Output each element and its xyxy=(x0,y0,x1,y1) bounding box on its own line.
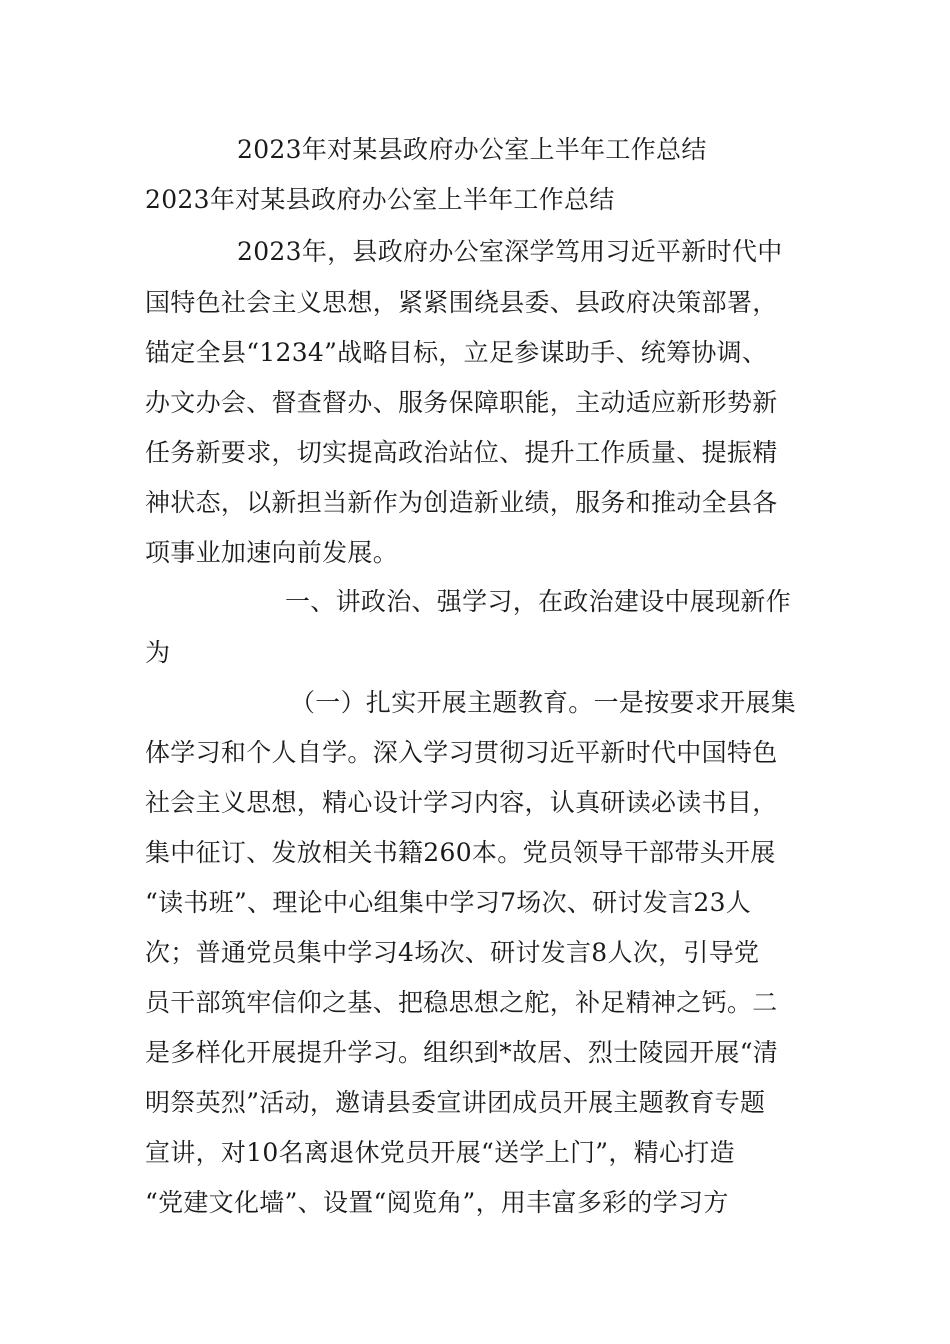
paragraph-line: 锚定全县“1234”战略目标，立足参谋助手、统筹协调、 xyxy=(145,338,768,367)
paragraph-line: 员干部筑牢信仰之基、把稳思想之舵，补足精神之钙。二 xyxy=(145,988,778,1017)
section-heading: 一、讲政治、强学习，在政治建设中展现新作 xyxy=(285,587,792,616)
paragraph-line: “党建文化墙”、设置“阅览角”，用丰富多彩的学习方 xyxy=(145,1188,729,1217)
document-subtitle: 2023年对某县政府办公室上半年工作总结 xyxy=(145,185,615,214)
paragraph-line: “读书班”、理论中心组集中学习7场次、研讨发言23人 xyxy=(145,888,752,917)
paragraph-line: 神状态，以新担当新作为创造新业绩，服务和推动全县各 xyxy=(145,488,778,517)
subsection-heading-line: （一）扎实开展主题教育。一是按要求开展集 xyxy=(290,688,797,717)
paragraph-line: 社会主义思想，精心设计学习内容，认真研读必读书目， xyxy=(145,788,778,817)
paragraph-line: 体学习和个人自学。深入学习贯彻习近平新时代中国特色 xyxy=(145,738,778,767)
section-heading-continued: 为 xyxy=(145,638,171,667)
paragraph-line: 是多样化开展提升学习。组织到*故居、烈士陵园开展“清 xyxy=(145,1038,779,1067)
paragraph-line: 任务新要求，切实提高政治站位、提升工作质量、提振精 xyxy=(145,438,778,467)
paragraph-line: 宣讲，对10名离退休党员开展“送学上门”，精心打造 xyxy=(145,1138,735,1167)
paragraph-line: 次；普通党员集中学习4场次、研讨发言8人次，引导党 xyxy=(145,938,760,967)
paragraph-line: 项事业加速向前发展。 xyxy=(145,538,399,567)
paragraph-line: 明祭英烈”活动，邀请县委宣讲团成员开展主题教育专题 xyxy=(145,1088,766,1117)
paragraph-line: 国特色社会主义思想，紧紧围绕县委、县政府决策部署， xyxy=(145,288,778,317)
paragraph-line: 集中征订、发放相关书籍260本。党员领导干部带头开展 xyxy=(145,838,776,867)
paragraph-line: 2023年，县政府办公室深学笃用习近平新时代中 xyxy=(237,237,783,266)
document-title: 2023年对某县政府办公室上半年工作总结 xyxy=(237,135,707,164)
paragraph-line: 办文办会、督查督办、服务保障职能，主动适应新形势新 xyxy=(145,388,778,417)
